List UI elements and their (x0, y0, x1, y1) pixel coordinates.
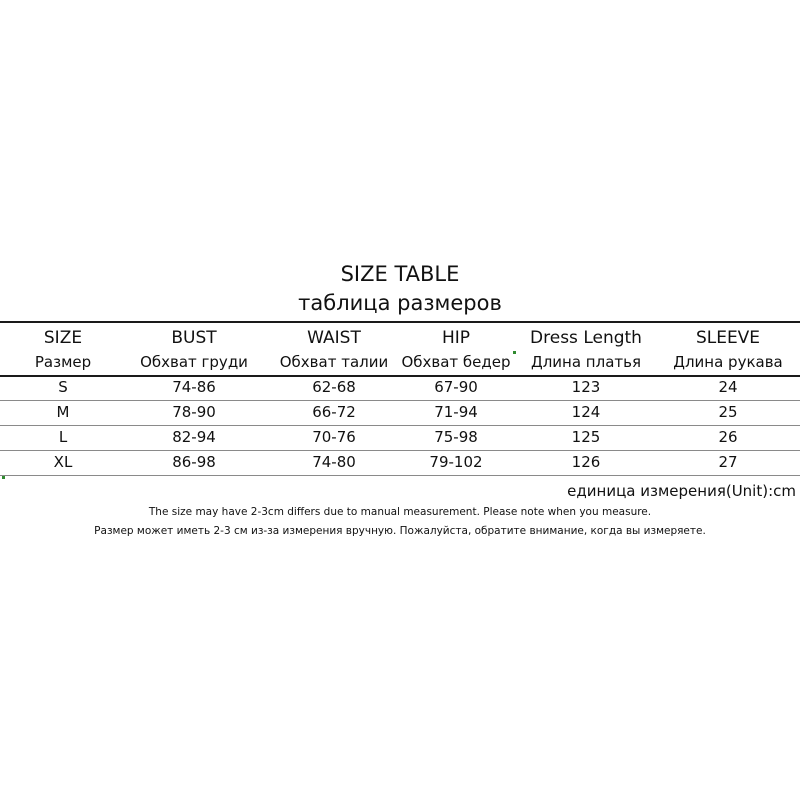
cell-waist: 70-76 (312, 428, 356, 446)
measurement-note-ru: Размер может иметь 2-3 см из-за измерения вручную. Пожалуйста, обратите внимание, когда вы измеряете. (94, 525, 706, 537)
header-sleeve: SLEEVE (695, 328, 761, 348)
header-bust-ru: Обхват груди (140, 353, 248, 371)
unit-label: единица измерения(Unit):cm (567, 482, 796, 500)
header-waist: WAIST (307, 328, 361, 348)
cell-dress-length: 126 (571, 453, 601, 471)
size-table-title-ru: таблица размеров (298, 291, 502, 315)
header-bust: BUST (171, 328, 217, 348)
size-table-title: SIZE TABLE (340, 262, 460, 286)
header-hip-ru: Обхват бедер (401, 353, 511, 371)
cell-hip: 71-94 (434, 403, 478, 421)
measurement-note-en: The size may have 2-3cm differs due to manual measurement. Please note when you measure. (148, 506, 652, 518)
header-dress-length-ru: Длина платья (530, 353, 641, 371)
cell-dress-length: 125 (571, 428, 601, 446)
header-dress-length: Dress Length (530, 328, 642, 348)
cell-size: S (58, 378, 68, 396)
cell-dress-length: 123 (571, 378, 601, 396)
cell-waist: 66-72 (312, 403, 356, 421)
cell-sleeve: 25 (718, 403, 738, 421)
cell-bust: 86-98 (172, 453, 216, 471)
row-divider (0, 450, 800, 451)
green-mark (2, 476, 5, 479)
cell-waist: 62-68 (312, 378, 356, 396)
cell-sleeve: 24 (718, 378, 738, 396)
cell-hip: 75-98 (434, 428, 478, 446)
row-divider (0, 400, 800, 401)
cell-hip: 79-102 (429, 453, 483, 471)
cell-sleeve: 26 (718, 428, 738, 446)
cell-size: XL (53, 453, 73, 471)
cell-waist: 74-80 (312, 453, 356, 471)
cell-bust: 74-86 (172, 378, 216, 396)
header-waist-ru: Обхват талии (279, 353, 389, 371)
table-top-rule (0, 321, 800, 323)
cell-bust: 78-90 (172, 403, 216, 421)
green-mark (513, 351, 516, 354)
cell-size: M (56, 403, 70, 421)
header-hip: HIP (441, 328, 471, 348)
row-divider (0, 425, 800, 426)
row-divider (0, 475, 800, 476)
header-size-ru: Размер (34, 353, 92, 371)
cell-bust: 82-94 (172, 428, 216, 446)
header-sleeve-ru: Длина рукава (673, 353, 783, 371)
header-size: SIZE (43, 328, 83, 348)
cell-size: L (58, 428, 68, 446)
cell-hip: 67-90 (434, 378, 478, 396)
cell-sleeve: 27 (718, 453, 738, 471)
cell-dress-length: 124 (571, 403, 601, 421)
